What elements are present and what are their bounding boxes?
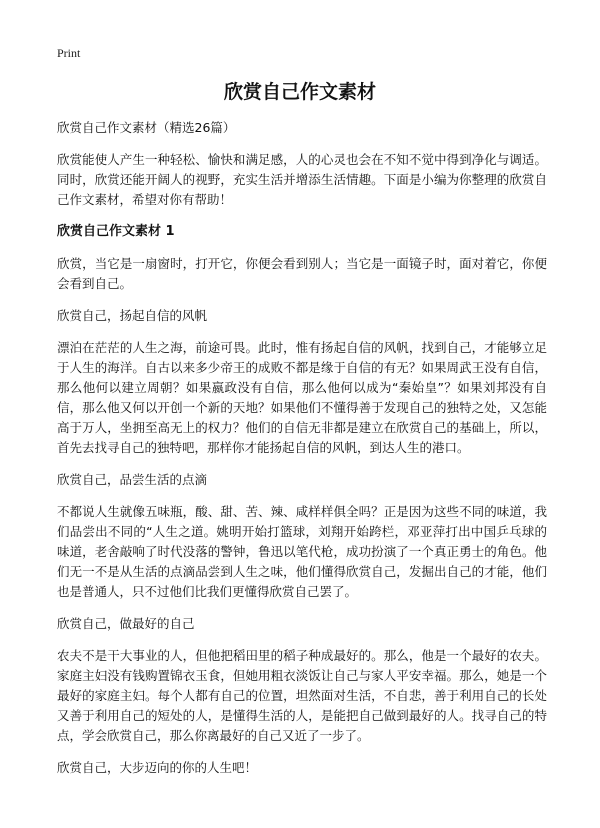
- paragraph-taste-life: 不都说人生就像五味瓶，酸、甜、苦、辣、咸样样俱全吗？正是因为这些不同的味道，我们品尝出不同的“人生之道。姚明开始打篮球，刘翔开始跨栏，邓亚萍打出中国乒乓球的味道，老舍敲响了时代没落的警钟，鲁迅以笔代枪，成功扮演了一个真正勇士的角色。他们无一不是从生活的点滴品尝到人生之味，他们懂得欣赏自己，发掘出自己的才能，他们也是普通人，只不过他们比我们更懂得欣赏自己罢了。: [57, 504, 547, 599]
- document-body: [57, 118, 547, 778]
- subheading-taste-life: 欣赏自己，品尝生活的点滴: [57, 472, 208, 487]
- page-title: 欣赏自己作文素材: [223, 81, 376, 103]
- paragraph-confidence: 漂泊在茫茫的人生之海，前途可畏。此时，惟有扬起自信的风帆，找到自己，才能够立足于人生的海洋。自古以来多少帝王的成败不都是缘于自信的有无？如果周武王没有自信，那么他何以建立周朝？如果嬴政没有自信，那么他何以成为“秦始皇”？如果刘邦没有自信，那么他又何以开创一个新的天地？如果他们不懂得善于发现自己的独特之处，又怎能高于万人，坐拥至高无上的权力？他们的自信无非都是建立在欣赏自己的基础上，所以，首先去找寻自己的独特吧，那样你才能扬起自信的风帆，到达人生的港口。: [57, 340, 547, 455]
- section-heading: 欣赏自己作文素材 1: [57, 224, 175, 239]
- print-link[interactable]: Print: [57, 46, 81, 60]
- document-subtitle: 欣赏自己作文素材（精选26篇）: [57, 120, 236, 135]
- closing-line: 欣赏自己，大步迈向的你的人生吧！: [57, 760, 258, 775]
- subheading-best-self: 欣赏自己，做最好的自己: [57, 616, 195, 631]
- paragraph-best-self: 农夫不是干大事业的人，但他把稻田里的稻子种成最好的。那么，他是一个最好的农夫。家庭主妇没有钱购置锦衣玉食，但她用粗衣淡饭让自己与家人平安幸福。那么，她是一个最好的家庭主妇。每个人都有自己的位置，坦然面对生活，不自悲，善于利用自己的长处又善于利用自己的短处的人，是懂得生活的人，是能把自己做到最好的人。找寻自己的特点，学会欣赏自己，那么你离最好的自己又近了一步了。: [57, 648, 547, 743]
- subheading-confidence: 欣赏自己，扬起自信的风帆: [57, 308, 208, 323]
- intro-paragraph: 欣赏能使人产生一种轻松、愉快和满足感，人的心灵也会在不知不觉中得到净化与调适。同时，欣赏还能开阔人的视野，充实生活并增添生活情趣。下面是小编为你整理的欣赏自己作文素材，希望对你有帮助！: [57, 152, 547, 207]
- paragraph-window-mirror: 欣赏，当它是一扇窗时，打开它，你便会看到别人；当它是一面镜子时，面对着它，你便会看到自己。: [57, 256, 547, 291]
